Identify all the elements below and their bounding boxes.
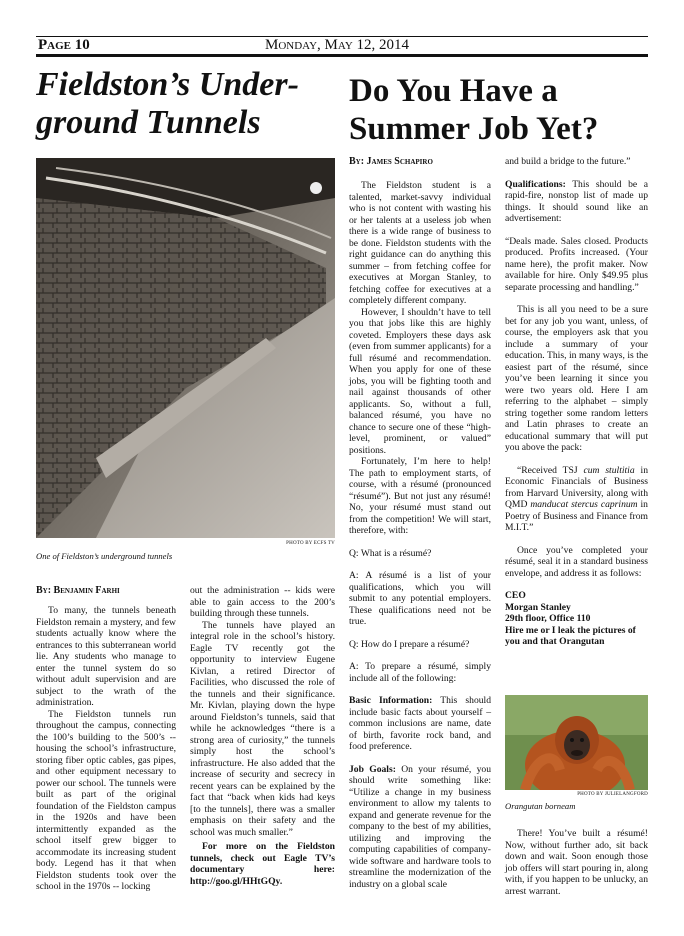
summer-job-byline: By: James Schapiro xyxy=(349,156,433,167)
summer-job-headline: Do You Have a Summer Job Yet? xyxy=(349,73,599,147)
orangutan-photo xyxy=(505,695,648,790)
orangutan-photo-caption: Orangutan borneam xyxy=(505,801,576,811)
tunnels-column-2: out the administration -- kids were able to gain access to the 200’s building through these tunnels. The tunnels have played an integral role in the school’s history. Eagle TV recently got the opportunity to interview Eugene Kivlan, a retired Director of Facilities, who discussed the role of the tunnels and their significance. Mr. Kivlan, playing down the hype around Fieldston’s tunnels, said that while he acknowledges “there is a strong area of curiosity,” the tunnels simply host the school’s infrastructure. He also added that the increase of security and secrecy in recent years can be explained by the fact that “back when kids had keys [to the tunnels], there was a smaller emphasis on their safety and the school was much smaller.” For more on the Fieldston tunnels, check out Eagle TV’s documentary here: http://goo.gl/HHtGQy. xyxy=(190,585,335,887)
tunnels-byline: By: Benjamin Farhi xyxy=(36,585,120,596)
orangutan-photo-credit: PHOTO BY JULIELANGFORD xyxy=(577,792,648,797)
tunnel-photo-caption: One of Fieldston’s underground tunnels xyxy=(36,551,173,561)
summer-job-column-2: and build a bridge to the future.” Qualifications: This should be a rapid-fire, nonstop list of made up things. It should sound like an advertisement: “Deals made. Sales closed. Products produced. Profits increased. (Your name here), the profit maker. Now available for hire. Only $49.95 plus separate processing and handling.” This is all you need to be a sure bet for any job you want, unless, of course, the employers ask that you include a summary of your education. This, in many ways, is the easiest part of the résumé, since you’ve been learning it since you were two years old. Here I am referring to the alphabet – simply string together some random letters and Latin phrases to create an educational summary that will put you above the pack: “Received TSJ cum stultitia in Economic Financials of Business from Harvard University, along with QMD manducat stercus caprinum in Poetry of Business and Finance from M.I.T.” Once you’ve completed your résumé, seal it in a standard business envelope, and address it as follows: CEO Morgan Stanley 29th floor, Office 110 Hire me or I leak the pictures of you and that Orangutan xyxy=(505,156,648,647)
tunnels-closing-link: For more on the Fieldston tunnels, check out Eagle TV’s documentary here: http://goo.gl/HHtGQy. xyxy=(190,841,335,887)
tunnels-headline: Fieldston’s Under- ground Tunnels xyxy=(36,66,299,141)
summer-job-column-1: The Fieldston student is a talented, market-savvy individual who is not content with wasting his or her talents at a useless job when there is a wide range of business to be done. Fieldston students with the right guidance can do anything this summer – from fetching coffee for executives at Morgan Stanley, to fetching coffee for executives at a completely different company. However, I shouldn’t have to tell you that jobs like this are highly coveted. Employers these days ask (even from summer applicants) for a full résumé and recommendation. When you apply for one of these jobs, you will be fighting tooth and nail against thousands of other applicants. So, without a full, balanced résumé, you have no chance to secure one of these “high-level, prominent, or valued” positions. Fortunately, I’m here to help! The path to employment starts, of course, with a résumé (pronounced “résumé”). But not just any résumé! No, your résumé must stand out from the competition! We will start, therefore, with: Q: What is a résumé? A: A résumé is a list of your qualifications, which you will submit to any potential employers. These qualifications need not be true. Q: How do I prepare a résumé? A: To prepare a résumé, simply include all of the following: Basic Information: This should include basic facts about yourself – common inclusions are name, date of birth, favorite rock band, and food preference. Job Goals: On your résumé, you should write something like: “Utilize a change in my business environment to allow my talents to expand and generate revenue for the company to the best of my abilities, utilizing and improving the computing capabilities of company-wide software and hardware tools to streamline the modernization of the industry on a global scale xyxy=(349,180,491,890)
summer-job-conclusion: There! You’ve built a résumé! Now, without further ado, sit back down and wait. Soon enough those job offers will start pouring in, along with, if you happen to be unlucky, an arrest warrant. xyxy=(505,828,648,897)
address-block: CEO Morgan Stanley 29th floor, Office 110 Hire me or I leak the pictures of you and that Orangutan xyxy=(505,590,636,647)
tunnel-photo xyxy=(36,158,335,538)
page-number: Page 10 xyxy=(38,37,90,53)
tunnel-photo-credit: PHOTO BY ECFS TV xyxy=(286,541,335,546)
issue-date: Monday, May 12, 2014 xyxy=(265,37,410,53)
header-bottom-rule xyxy=(36,54,648,57)
tunnels-column-1: To many, the tunnels beneath Fieldston remain a mystery, and few students actually know where the entrances to this subterranean world lie. Any students who manage to enter the tunnel system do so without adult supervision and are subject to the wrath of the administration. The Fieldston tunnels run throughout the campus, connecting the 100’s building to the 500’s -- housing the school’s infrastructure, storing fiber optic cables, gas pipes, and other equipment necessary to power our school. The tunnels were built as part of the original foundation of the Fieldston campus in the 1920s and have been intermittently expanded as the school itself grew bigger to accommodate its increasing student body. Legend has it that when Fieldston students took over the school in the 1970s -- locking xyxy=(36,605,176,892)
